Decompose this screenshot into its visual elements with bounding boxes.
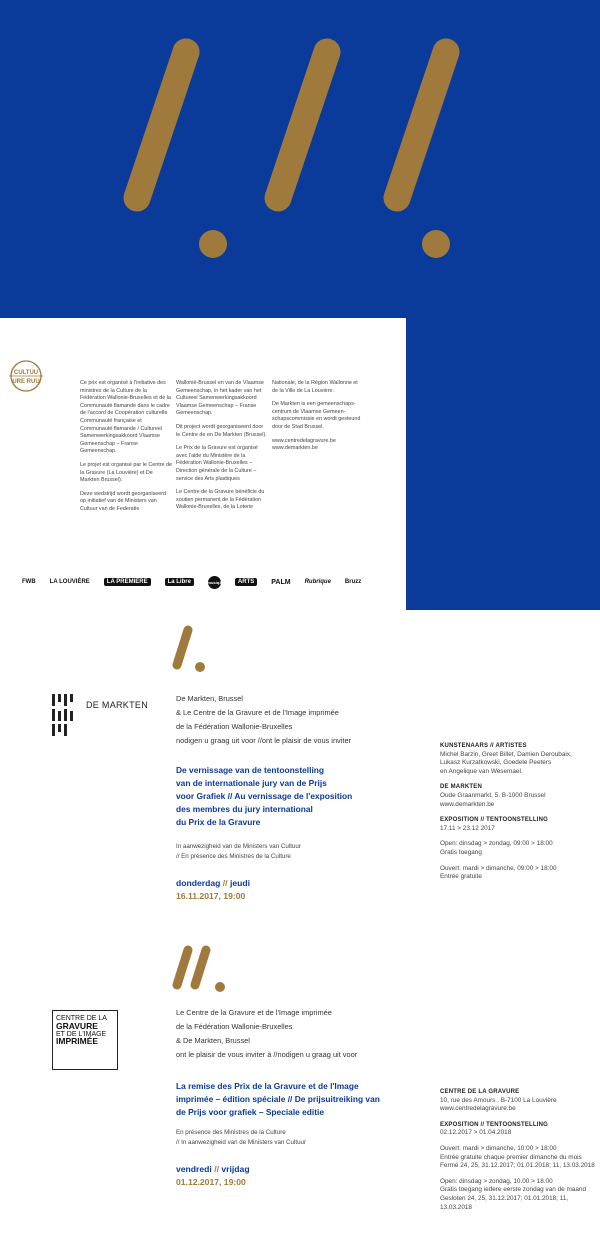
cultuur-logo: [6, 356, 46, 396]
title-line: des membres du jury international: [176, 804, 313, 814]
de-markten-logo-text: DE MARKTEN: [86, 700, 149, 710]
intro-paragraph: Le Prix de la Gravure est organisé avec l'aide du Ministère de la Fédération Wallonie-Bruxelles – Direction générale de la Culture – service des Arts plastiques: [176, 445, 258, 482]
venue-address: 10, rue des Amours . B-7100 La Louvière: [440, 1096, 557, 1104]
de-markten-logo-icon: [52, 694, 82, 738]
intro-paragraph: Nationale, de la Région Wallonne et de la Ville de La Louvière.: [272, 380, 358, 394]
presence-line: En présence des Ministres de la Culture: [176, 1129, 286, 1136]
closed-dates-fr: Fermé 24, 25, 31.12.2017; 01.01.2018; 11, 13.03.2018: [440, 1162, 595, 1170]
dot-1: [199, 230, 227, 258]
artists-line: Lukasz Kurzatkowski, Goedele Peeters: [440, 759, 552, 767]
intro-line: de la Fédération Wallonie-Bruxelles: [176, 1022, 293, 1031]
artists-heading: KUNSTENAARS // ARTISTES: [440, 743, 527, 749]
intro-line: De Markten, Brussel: [176, 694, 243, 703]
centre-de-la-gravure-logo: [52, 1010, 118, 1070]
admission-fr: Entrée gratuite: [440, 873, 482, 881]
slash-2: [278, 52, 327, 198]
sponsor-logos: [22, 572, 392, 592]
sponsor-logo: La Libre: [165, 578, 194, 586]
venue-address: Oude Graanmarkt, 5. B-1000 Brussel: [440, 791, 546, 799]
title-line: De vernissage van de tentoonstelling: [176, 765, 324, 775]
event-datetime: 01.12.2017, 19:00: [176, 1177, 246, 1187]
section1-info: [440, 742, 600, 889]
section1-presence: [176, 842, 416, 861]
section2-intro: [176, 1006, 416, 1062]
intro-line: de la Fédération Wallonie-Bruxelles: [176, 722, 293, 731]
slash-1: [137, 52, 186, 198]
presence-line: // En présence des Ministres de la Culture: [176, 852, 291, 860]
artists-line: en Angelique van Wesemael.: [440, 767, 523, 775]
opening-hours-fr: Ouvert: mardi > dimanche, 09:00 > 18:00: [440, 864, 557, 872]
title-line: du Prix de la Gravure: [176, 817, 261, 827]
hero-slashes-graphic: [0, 0, 600, 318]
section1-intro: [176, 692, 416, 748]
presence-line: In aanwezigheid van de Ministers van Cultuur: [176, 843, 301, 850]
sponsor-logo: LA PREMIÈRE: [104, 578, 151, 586]
admission-nl: Gratis toegang: [440, 848, 482, 856]
day-separator: //: [220, 878, 230, 888]
intro-paragraph: De Markten is een gemeenschaps-centrum de Vlaamse Gemeen-schapscommissie en wordt gesteund door de Stad Brussel.: [272, 401, 361, 430]
day-nl: vrijdag: [221, 1164, 250, 1174]
sponsor-logo: LA LOUVIÈRE: [49, 579, 90, 585]
section1-title: [176, 764, 416, 829]
admission-nl: Gratis toegang iedere eerste zondag van de maand: [440, 1186, 587, 1194]
section2-title: [176, 1080, 426, 1119]
intro-line: ont le plaisir de vous inviter à //nodigen u graag uit voor: [176, 1050, 358, 1059]
intro-column-2: [176, 380, 268, 518]
slash-3: [397, 52, 446, 198]
day-separator: //: [211, 1164, 222, 1174]
title-line: van de internationale jury van de Prijs: [176, 778, 327, 788]
section2-presence: [176, 1128, 416, 1147]
title-line: de Prijs voor grafiek – Speciale editie: [176, 1107, 325, 1117]
title-line: La remise des Prix de la Gravure et de l'Image: [176, 1081, 359, 1091]
logo-line: CENTRE DE LA: [56, 1015, 107, 1022]
sponsor-logo: FWB: [22, 579, 36, 585]
intro-column-1: [80, 380, 172, 520]
intro-paragraph: Wallonië-Brussel en van de Vlaamse Gemeenschap, in het kader van het Cultureel Samenwerkingsakkoord Vlaamse Gemeenschap – Franse Gemeenschap.: [176, 380, 264, 417]
sponsor-logo: ARTS: [235, 578, 257, 586]
intro-line: & De Markten, Brussel: [176, 1036, 250, 1045]
day-nl: donderdag: [176, 878, 221, 888]
event-datetime: 16.11.2017, 19:00: [176, 891, 246, 901]
presence-line: // In aanwezigheid van de Ministers van Cultuur: [176, 1138, 307, 1146]
intro-column-3: [272, 380, 362, 459]
opening-hours-fr: Ouvert: mardi > dimanche, 10:00 > 18:00: [440, 1144, 557, 1152]
artists-line: Michel Barzin, Greet Billet, Damien Deroubaix,: [440, 750, 572, 758]
intro-line: & Le Centre de la Gravure et de l'Image imprimée: [176, 708, 339, 717]
hero-background-extension: [406, 318, 600, 610]
section2-mark: [168, 940, 248, 995]
intro-paragraph: Le projet est organisé par le Centre de la Gravure (La Louvière) et De Markten Brussel).: [80, 461, 172, 484]
exhibition-heading: EXPOSITION // TENTOONSTELLING: [440, 817, 549, 824]
intro-paragraph: Dit project wordt georganiseerd door le Centre de en De Markten (Brussel).: [176, 423, 267, 438]
venue-website: www.demarkten.be: [440, 800, 495, 808]
cultuur-logo-line2: URE RUU: [12, 379, 40, 385]
section2-info: [440, 1088, 600, 1219]
sponsor-logo: Rubrique: [304, 579, 331, 585]
venue-website: www.centredelagravure.be: [440, 1105, 516, 1113]
day-fr: vendredi: [176, 1164, 212, 1174]
sponsor-logo: Bruzz: [344, 579, 362, 585]
title-line: imprimée – édition spéciale // De prijsuitreiking van: [176, 1094, 380, 1104]
opening-hours-nl: Open: dinsdag > zondag, 10.00 > 18.00: [440, 1177, 553, 1185]
logo-line: IMPRIMÉE: [56, 1036, 99, 1047]
logo-line: GRAVURE: [56, 1020, 98, 1031]
opening-hours-nl: Open: dinsdag > zondag, 09:00 > 18:00: [440, 840, 553, 848]
sponsor-logo: PALM: [271, 578, 291, 586]
logo-line: ET DE L'IMAGE: [56, 1030, 107, 1038]
intro-paragraph: Le Centre de la Gravure bénéficie du soutien permanent de la Fédération Wallonie-Bruxelles, de la Loterie: [176, 489, 265, 511]
cultuur-logo-line1: CULTUU: [13, 370, 39, 376]
day-fr: jeudi: [229, 878, 251, 888]
intro-line: nodigen u graag uit voor //ont le plaisir de vous inviter: [176, 736, 352, 745]
venue-heading: CENTRE DE LA GRAVURE: [440, 1089, 520, 1095]
venue-heading: DE MARKTEN: [440, 784, 482, 791]
section2-date: [176, 1163, 416, 1189]
title-line: voor Grafiek // Au vernissage de l'exposition: [176, 791, 353, 801]
closed-dates-nl: Gesloten 24, 25, 31.12.2017; 01.01.2018; 11, 13.03.2018: [440, 1194, 569, 1211]
sponsor-logo: musiq3: [208, 576, 221, 589]
section1-mark: [168, 620, 228, 675]
intro-line: Le Centre de la Gravure et de l'Image imprimée: [176, 1008, 332, 1017]
intro-paragraph: Deze wedstrijd wordt georganiseerd op initiatief van de Ministers van Cultuur van de Federatie: [80, 490, 166, 512]
intro-paragraph: Ce prix est organisé à l'initiative des ministres de la Culture de la Fédération Wallonie-Bruxelles et de la Communauté flamande dans le cadre de l'accord de Coopération culturelle Communauté française et Communauté flamande / Cultureel Samenwerkingsakkoord Vlaamse Gemeenschap – Franse Gemeenschap.: [80, 380, 171, 455]
section1-date: [176, 877, 416, 903]
admission-fr: Entrée gratuite chaque premier dimanche du mois: [440, 1153, 582, 1161]
exhibition-dates: 02.12.2017 > 01.04.2018: [440, 1129, 512, 1137]
dot-2: [422, 230, 450, 258]
intro-paragraph: www.centredelagravure.be www.demarkten.be: [272, 437, 336, 452]
exhibition-heading: EXPOSITION // TENTOONSTELLING: [440, 1121, 549, 1128]
exhibition-dates: 17.11 > 23.12 2017: [440, 824, 495, 832]
